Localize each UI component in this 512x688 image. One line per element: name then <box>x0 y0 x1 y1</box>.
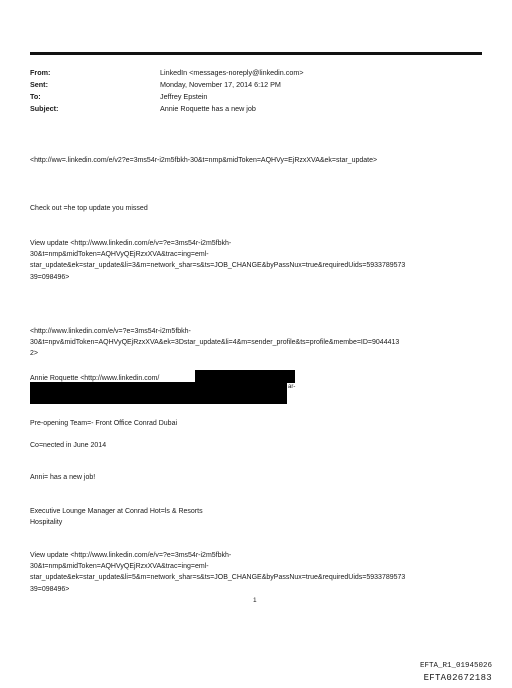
preopening-text: Pre-opening Team=- Front Office Conrad Dubai <box>30 420 178 427</box>
profile-link[interactable]: <http://www.linkedin.com/e/v=?e=3ms54r-i2m5fbkh- 30&t=npv&midToken=AQHVyQEjRzxXVA&ek=3Dstar_update&li=4&m=sender_profile&ts=profile&membe=ID=9044413 2> <box>30 328 400 358</box>
page-number: 1 <box>253 597 257 604</box>
doc-id-1: EFTA_R1_01945026 <box>419 662 492 670</box>
newjob-text: Anni= has a new job! <box>30 474 96 481</box>
from-label: From: <box>30 68 51 77</box>
from-value: LinkedIn <messages-noreply@linkedin.com> <box>160 68 304 77</box>
sent-value: Monday, November 17, 2014 6:12 PM <box>160 80 281 89</box>
view-update-link-1[interactable]: View update <http://www.linkedin.com/e/v=?e=3ms54r-i2m5fbkh- 30&t=nmp&midToken=AQHVyQEjRzxXVA&trac=ing=eml- star_update&ek=star_update&li=3&m=network_shar=s&ts=JOB_CHANGE&byPassNux=true&requiredUids=5933789573 39=098496> <box>30 240 406 281</box>
header-rule <box>30 52 482 55</box>
to-value: Jeffrey Epstein <box>160 92 208 101</box>
subject-label: Subject: <box>30 104 59 113</box>
role-text: Executive Lounge Manager at Conrad Hot=ls & Resorts Hospitality <box>30 508 203 527</box>
subject-value: Annie Roquette has a new job <box>160 104 256 113</box>
connected-text: Co=nected in June 2014 <box>30 442 107 449</box>
redaction-bar-2 <box>30 382 287 404</box>
sent-label: Sent: <box>30 80 48 89</box>
annie-line-trail: ar- <box>288 384 296 390</box>
view-update-link-2[interactable]: View update <http://www.linkedin.com/e/v=?e=3ms54r-i2m5fbkh- 30&t=nmp&midToken=AQHVyQEjRzxXVA&trac=ing=eml- star_update&ek=star_update&li=5&m=network_shar=s&ts=JOB_CHANGE&byPassNux=true&requiredUids=5933789573 39=098496> <box>30 552 406 593</box>
checkout-text: Check out =he top update you missed <box>30 205 148 212</box>
to-label: To: <box>30 92 41 101</box>
annie-line: Annie Roquette <http://www.linkedin.com/ <box>30 375 160 382</box>
doc-id-2: EFTA02672183 <box>423 673 492 683</box>
tracking-link[interactable]: <http://ww=.linkedin.com/e/v2?e=3ms54r-i2m5fbkh-30&t=nmp&midToken=AQHVy=EjRzxXVA&ek=star_update> <box>30 157 378 164</box>
